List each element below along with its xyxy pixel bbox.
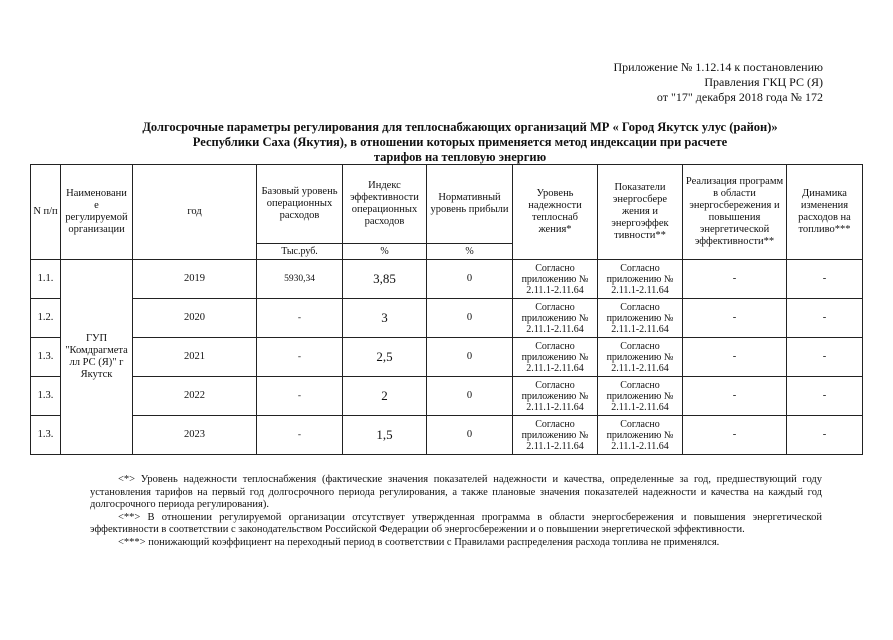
cell-num: 1.3. — [31, 377, 61, 416]
table-row — [31, 377, 863, 416]
cell-year: 2021 — [133, 338, 257, 377]
unit-index: % — [343, 244, 427, 260]
cell-program: - — [683, 416, 787, 455]
cell-index: 2,5 — [343, 338, 427, 377]
title-line-1: Долгосрочные параметры регулирования для теплоснабжающих организаций МР « Город Якутск улус (район)» — [142, 120, 778, 134]
cell-index: 2 — [343, 377, 427, 416]
cell-program: - — [683, 338, 787, 377]
header-reliability: Уровень надежности теплоснаб жения* — [513, 165, 598, 260]
document-title — [90, 120, 830, 165]
parameters-table — [30, 164, 863, 455]
cell-profit: 0 — [427, 416, 513, 455]
cell-profit: 0 — [427, 299, 513, 338]
cell-profit: 0 — [427, 377, 513, 416]
cell-year: 2020 — [133, 299, 257, 338]
cell-program: - — [683, 377, 787, 416]
cell-year: 2022 — [133, 377, 257, 416]
cell-num: 1.3. — [31, 416, 61, 455]
header-program: Реализация программ в области энергосбережения и повышения энергетической эффективности** — [683, 165, 787, 260]
unit-profit: % — [427, 244, 513, 260]
cell-base: - — [257, 377, 343, 416]
footnotes — [90, 474, 822, 549]
cell-energy-eff: Согласно приложению № 2.11.1-2.11.64 — [598, 299, 683, 338]
cell-program: - — [683, 260, 787, 299]
cell-reliability: Согласно приложению № 2.11.1-2.11.64 — [513, 377, 598, 416]
header-row — [31, 165, 863, 244]
cell-fuel: - — [787, 416, 863, 455]
cell-fuel: - — [787, 260, 863, 299]
title-line-3: тарифов на тепловую энергию — [373, 150, 547, 164]
cell-base: - — [257, 416, 343, 455]
header-index: Индекс эффективности операционных расходов — [343, 165, 427, 244]
cell-program: - — [683, 299, 787, 338]
cell-energy-eff: Согласно приложению № 2.11.1-2.11.64 — [598, 260, 683, 299]
cell-year: 2019 — [133, 260, 257, 299]
footnote-3: <***> понижающий коэффициент на переходный период в соответствии с Правилами распределения расхода топлива не применялся. — [118, 536, 720, 548]
cell-base: 5930,34 — [257, 260, 343, 299]
header-energy-eff: Показатели энергосбере жения и энергоэффек тивности** — [598, 165, 683, 260]
cell-num: 1.2. — [31, 299, 61, 338]
cell-reliability: Согласно приложению № 2.11.1-2.11.64 — [513, 338, 598, 377]
header-org: Наименовани е регулируемой организации — [61, 165, 133, 260]
appendix-header — [493, 60, 823, 105]
cell-energy-eff: Согласно приложению № 2.11.1-2.11.64 — [598, 416, 683, 455]
header-year: год — [133, 165, 257, 260]
cell-energy-eff: Согласно приложению № 2.11.1-2.11.64 — [598, 377, 683, 416]
cell-fuel: - — [787, 377, 863, 416]
appendix-line-2: Правления ГКЦ РС (Я) — [704, 75, 823, 89]
appendix-line-3: от "17" декабря 2018 года № 172 — [656, 90, 823, 104]
title-line-2: Республики Саха (Якутия), в отношении которых применяется метод индексации при расчете — [192, 135, 728, 149]
cell-profit: 0 — [427, 260, 513, 299]
cell-fuel: - — [787, 299, 863, 338]
cell-num: 1.3. — [31, 338, 61, 377]
header-fuel: Динамика изменения расходов на топливо*** — [787, 165, 863, 260]
unit-base: Тыс.руб. — [257, 244, 343, 260]
footnote-1: <*> Уровень надежности теплоснабжения (фактические значения показателей надежности и качества, определенные за год, предшествующий году установления тарифов на первый год долгосрочного периода регулирования, а также плановые значения показателей надежности и качества на каждый год долгосрочного периода регулирования). — [90, 474, 822, 510]
header-base: Базовый уровень операционных расходов — [257, 165, 343, 244]
header-profit: Нормативный уровень прибыли — [427, 165, 513, 244]
table-row — [31, 260, 863, 299]
cell-reliability: Согласно приложению № 2.11.1-2.11.64 — [513, 260, 598, 299]
cell-profit: 0 — [427, 338, 513, 377]
footnote-2: <**> В отношении регулируемой организации отсутствует утвержденная программа в области энергосбережения и повышения энергетической эффективности в соответствии с законодательством Российской Федерации об энергосбережении и о повышении энергетической эффективности. — [90, 511, 822, 535]
table-row — [31, 416, 863, 455]
cell-index: 3 — [343, 299, 427, 338]
header-num: N п/п — [31, 165, 61, 260]
cell-energy-eff: Согласно приложению № 2.11.1-2.11.64 — [598, 338, 683, 377]
cell-year: 2023 — [133, 416, 257, 455]
cell-org: ГУП "Комдрагмета лл РС (Я)" г Якутск — [61, 260, 133, 455]
cell-reliability: Согласно приложению № 2.11.1-2.11.64 — [513, 416, 598, 455]
appendix-line-1: Приложение № 1.12.14 к постановлению — [613, 60, 823, 74]
cell-fuel: - — [787, 338, 863, 377]
cell-num: 1.1. — [31, 260, 61, 299]
cell-index: 1,5 — [343, 416, 427, 455]
cell-reliability: Согласно приложению № 2.11.1-2.11.64 — [513, 299, 598, 338]
table-row — [31, 338, 863, 377]
table-row — [31, 299, 863, 338]
cell-base: - — [257, 299, 343, 338]
cell-index: 3,85 — [343, 260, 427, 299]
cell-base: - — [257, 338, 343, 377]
